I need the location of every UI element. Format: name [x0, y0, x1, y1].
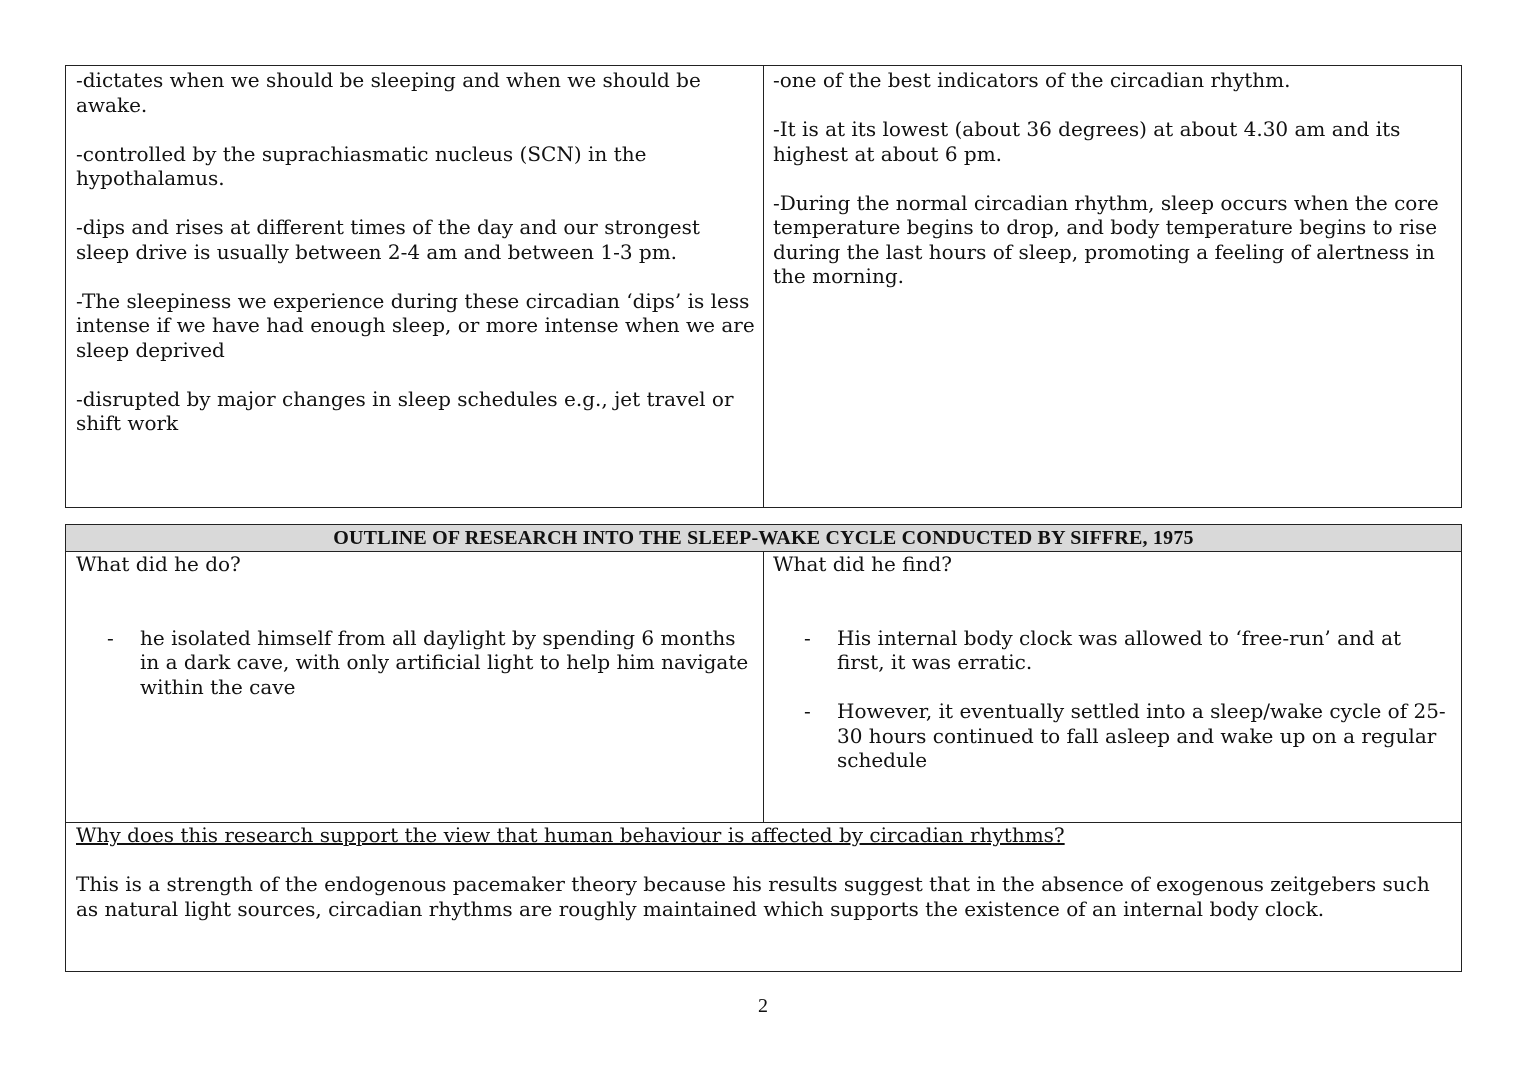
left-paragraph: -The sleepiness we experience during these circadian ‘dips’ is less intense if we have had enough sleep, or more intense when we are sleep deprived [76, 288, 755, 362]
top-table-left-cell [76, 68, 756, 436]
right-paragraph: -During the normal circadian rhythm, sleep occurs when the core temperature begins to drop, and body temperature begins to rise during the last hours of sleep, promoting a feeling of alertness in the morning. [773, 190, 1439, 288]
method-bullet [76, 626, 756, 700]
top-table-right-cell [773, 68, 1453, 289]
research-table [65, 524, 1462, 972]
right-paragraph: -It is at its lowest (about 36 degrees) at about 4.30 am and its highest at about 6 pm. [773, 117, 1401, 166]
page-number: 2 [758, 995, 768, 1017]
finding-text: His internal body clock was allowed to ‘free-run’ and at first, it was erratic. [837, 625, 1402, 674]
left-paragraph: -disrupted by major changes in sleep schedules e.g., jet travel or shift work [76, 386, 734, 435]
research-table-title: OUTLINE OF RESEARCH INTO THE SLEEP-WAKE CYCLE CONDUCTED BY SIFFRE, 1975 [66, 525, 1461, 552]
finding-bullet [773, 699, 1453, 773]
bullet-dash: - [804, 699, 811, 723]
what-did-he-do-heading: What did he do? [76, 552, 241, 576]
what-did-he-find-heading: What did he find? [773, 552, 952, 576]
top-table [65, 65, 1462, 508]
research-table-divider [763, 552, 764, 822]
bullet-dash: - [804, 625, 811, 650]
right-paragraph: -one of the best indicators of the circadian rhythm. [773, 68, 1291, 92]
evaluation-question: Why does this research support the view that human behaviour is affected by circadian rhythms? [76, 823, 1065, 847]
evaluation-cell [76, 823, 1456, 921]
bullet-dash: - [107, 625, 114, 650]
what-did-he-do-cell [76, 552, 756, 699]
evaluation-answer: This is a strength of the endogenous pacemaker theory because his results suggest that in the absence of exogenous zeitgebers such as natural light sources, circadian rhythms are roughly maintained which supports the existence of an internal body clock. [76, 872, 1430, 921]
left-paragraph: -dips and rises at different times of the day and our strongest sleep drive is usually between 2-4 am and between 1-3 pm. [76, 215, 700, 264]
what-did-he-find-cell [773, 552, 1453, 773]
top-table-divider [763, 66, 764, 507]
finding-text: However, it eventually settled into a sleep/wake cycle of 25-30 hours continued to fall asleep and wake up on a regular schedule [837, 699, 1446, 772]
finding-bullet [773, 626, 1453, 675]
left-paragraph: -controlled by the suprachiasmatic nucleus (SCN) in the hypothalamus. [76, 141, 647, 190]
method-text: he isolated himself from all daylight by spending 6 months in a dark cave, with only artificial light to help him navigate within the cave [140, 625, 749, 699]
left-paragraph: -dictates when we should be sleeping and when we should be awake. [76, 68, 701, 117]
